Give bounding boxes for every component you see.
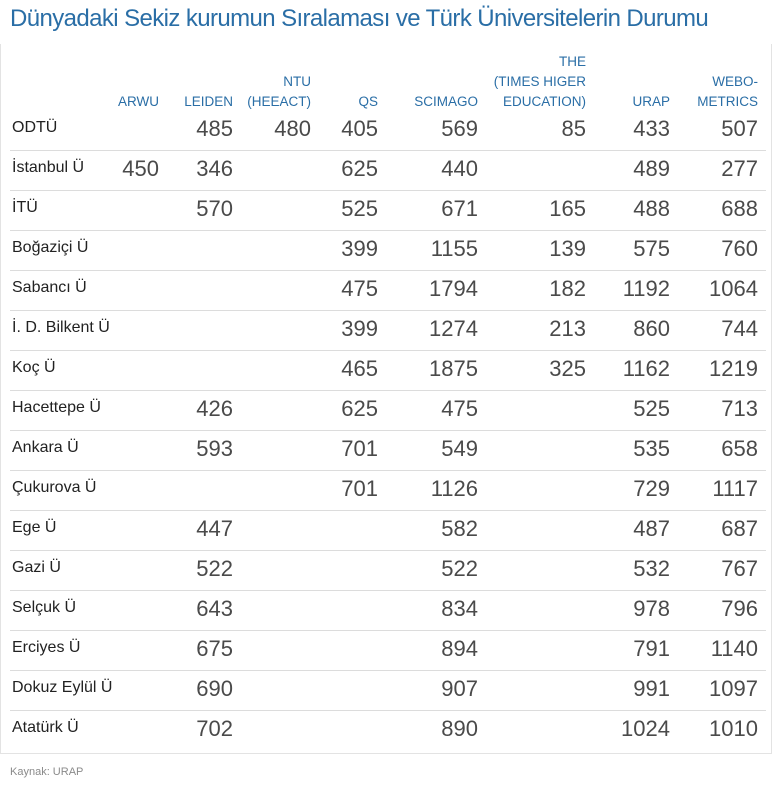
column-header-line: QS xyxy=(358,94,378,109)
row-label: Hacettepe Ü xyxy=(12,399,101,416)
row-label: Ege Ü xyxy=(12,519,57,536)
table-row xyxy=(10,150,766,191)
cell-scimago: 475 xyxy=(441,396,478,421)
cell-qs: 701 xyxy=(341,476,378,501)
cell-qs: 475 xyxy=(341,276,378,301)
cell-webometrics: 796 xyxy=(721,596,758,621)
cell-urap: 489 xyxy=(633,156,670,181)
cell-leiden: 690 xyxy=(196,676,233,701)
column-header-the xyxy=(471,52,586,112)
cell-scimago: 1126 xyxy=(430,476,478,501)
cell-arwu: 450 xyxy=(122,156,159,181)
cell-webometrics: 1219 xyxy=(709,356,758,381)
cell-leiden: 675 xyxy=(196,636,233,661)
column-header-line: SCIMAGO xyxy=(414,94,478,109)
row-label: İTÜ xyxy=(12,199,38,216)
table-row xyxy=(10,350,766,391)
cell-qs: 525 xyxy=(341,196,378,221)
cell-leiden: 643 xyxy=(196,596,233,621)
cell-leiden: 702 xyxy=(196,716,233,741)
column-header-leiden xyxy=(163,92,233,112)
table-row xyxy=(10,470,766,511)
cell-urap: 488 xyxy=(633,196,670,221)
cell-webometrics: 1117 xyxy=(712,476,758,501)
cell-scimago: 1794 xyxy=(429,276,478,301)
table-row xyxy=(10,510,766,551)
row-label: Dokuz Eylül Ü xyxy=(12,679,113,696)
row-label: Sabancı Ü xyxy=(12,279,87,296)
column-header-line: (HEEACT) xyxy=(247,94,311,109)
table-row xyxy=(10,110,766,151)
column-header-line: ARWU xyxy=(117,94,159,109)
cell-qs: 399 xyxy=(341,236,378,261)
cell-the: 85 xyxy=(561,116,586,141)
cell-qs: 405 xyxy=(341,116,378,141)
cell-urap: 1162 xyxy=(622,356,670,381)
cell-urap: 1024 xyxy=(621,716,670,741)
cell-webometrics: 713 xyxy=(721,396,758,421)
row-label: Atatürk Ü xyxy=(12,719,79,736)
cell-qs: 701 xyxy=(341,436,378,461)
table-row xyxy=(10,710,766,750)
table-row xyxy=(10,550,766,591)
cell-scimago: 894 xyxy=(441,636,478,661)
cell-urap: 860 xyxy=(633,316,670,341)
cell-qs: 399 xyxy=(341,316,378,341)
table-row xyxy=(10,670,766,711)
cell-the: 325 xyxy=(549,356,586,381)
cell-scimago: 1155 xyxy=(430,236,478,261)
row-label: İstanbul Ü xyxy=(12,159,85,176)
cell-scimago: 582 xyxy=(441,516,478,541)
table-row xyxy=(10,230,766,271)
cell-webometrics: 687 xyxy=(721,516,758,541)
row-label: ODTÜ xyxy=(12,119,58,136)
row-label: İ. D. Bilkent Ü xyxy=(12,319,110,336)
table-row xyxy=(10,430,766,471)
cell-the: 182 xyxy=(549,276,586,301)
cell-scimago: 907 xyxy=(441,676,478,701)
column-header-scimago xyxy=(388,92,478,112)
cell-urap: 525 xyxy=(633,396,670,421)
cell-leiden: 570 xyxy=(196,196,233,221)
row-label: Ankara Ü xyxy=(12,439,79,456)
cell-scimago: 549 xyxy=(441,436,478,461)
cell-urap: 487 xyxy=(633,516,670,541)
cell-the: 213 xyxy=(549,316,586,341)
cell-scimago: 1274 xyxy=(429,316,478,341)
table-row xyxy=(10,270,766,311)
cell-scimago: 440 xyxy=(441,156,478,181)
row-label: Selçuk Ü xyxy=(12,599,77,616)
column-header-line: EDUCATION) xyxy=(503,94,586,109)
cell-webometrics: 658 xyxy=(721,436,758,461)
cell-webometrics: 767 xyxy=(721,556,758,581)
cell-leiden: 485 xyxy=(196,116,233,141)
cell-urap: 575 xyxy=(633,236,670,261)
cell-webometrics: 1064 xyxy=(709,276,758,301)
cell-urap: 433 xyxy=(633,116,670,141)
cell-scimago: 834 xyxy=(441,596,478,621)
column-header-line: METRICS xyxy=(697,94,758,109)
table-row xyxy=(10,630,766,671)
row-label: Boğaziçi Ü xyxy=(12,239,89,256)
column-header-line: WEBO- xyxy=(712,74,758,89)
column-header-line: URAP xyxy=(632,94,670,109)
cell-scimago: 522 xyxy=(441,556,478,581)
cell-urap: 1192 xyxy=(622,276,670,301)
cell-urap: 535 xyxy=(633,436,670,461)
table-row xyxy=(10,390,766,431)
cell-leiden: 593 xyxy=(196,436,233,461)
cell-webometrics: 277 xyxy=(721,156,758,181)
column-header-line: THE xyxy=(559,54,586,69)
row-label: Koç Ü xyxy=(12,359,56,376)
cell-scimago: 1875 xyxy=(429,356,478,381)
cell-urap: 978 xyxy=(633,596,670,621)
column-header-line: NTU xyxy=(283,74,311,89)
cell-the: 139 xyxy=(549,236,586,261)
column-header-ntu xyxy=(226,72,311,112)
cell-webometrics: 507 xyxy=(721,116,758,141)
cell-scimago: 890 xyxy=(441,716,478,741)
cell-leiden: 346 xyxy=(196,156,233,181)
column-header-urap xyxy=(600,92,670,112)
cell-qs: 625 xyxy=(341,396,378,421)
cell-webometrics: 1140 xyxy=(710,636,758,661)
cell-the: 165 xyxy=(549,196,586,221)
cell-urap: 791 xyxy=(633,636,670,661)
table-row xyxy=(10,590,766,631)
column-header-qs xyxy=(323,92,378,112)
column-header-line: LEIDEN xyxy=(184,94,233,109)
table-row xyxy=(10,310,766,351)
cell-webometrics: 744 xyxy=(721,316,758,341)
cell-scimago: 569 xyxy=(441,116,478,141)
cell-webometrics: 1010 xyxy=(709,716,758,741)
column-header-arwu xyxy=(89,92,159,112)
cell-urap: 532 xyxy=(633,556,670,581)
column-header-line: (TIMES HIGER xyxy=(493,74,586,89)
cell-urap: 991 xyxy=(633,676,670,701)
column-header-webometrics xyxy=(668,72,758,112)
cell-ntu: 480 xyxy=(274,116,311,141)
row-label: Gazi Ü xyxy=(12,559,61,576)
cell-webometrics: 760 xyxy=(721,236,758,261)
cell-qs: 625 xyxy=(341,156,378,181)
row-label: Çukurova Ü xyxy=(12,479,97,496)
table-row xyxy=(10,190,766,231)
cell-leiden: 447 xyxy=(196,516,233,541)
row-label: Erciyes Ü xyxy=(12,639,81,656)
chart-title: Dünyadaki Sekiz kurumun Sıralaması ve Türk Üniversitelerin Durumu xyxy=(10,5,709,32)
cell-webometrics: 1097 xyxy=(709,676,758,701)
cell-scimago: 671 xyxy=(441,196,478,221)
cell-leiden: 426 xyxy=(196,396,233,421)
cell-urap: 729 xyxy=(633,476,670,501)
cell-qs: 465 xyxy=(341,356,378,381)
cell-webometrics: 688 xyxy=(721,196,758,221)
cell-leiden: 522 xyxy=(196,556,233,581)
source-note: Kaynak: URAP xyxy=(10,766,84,778)
